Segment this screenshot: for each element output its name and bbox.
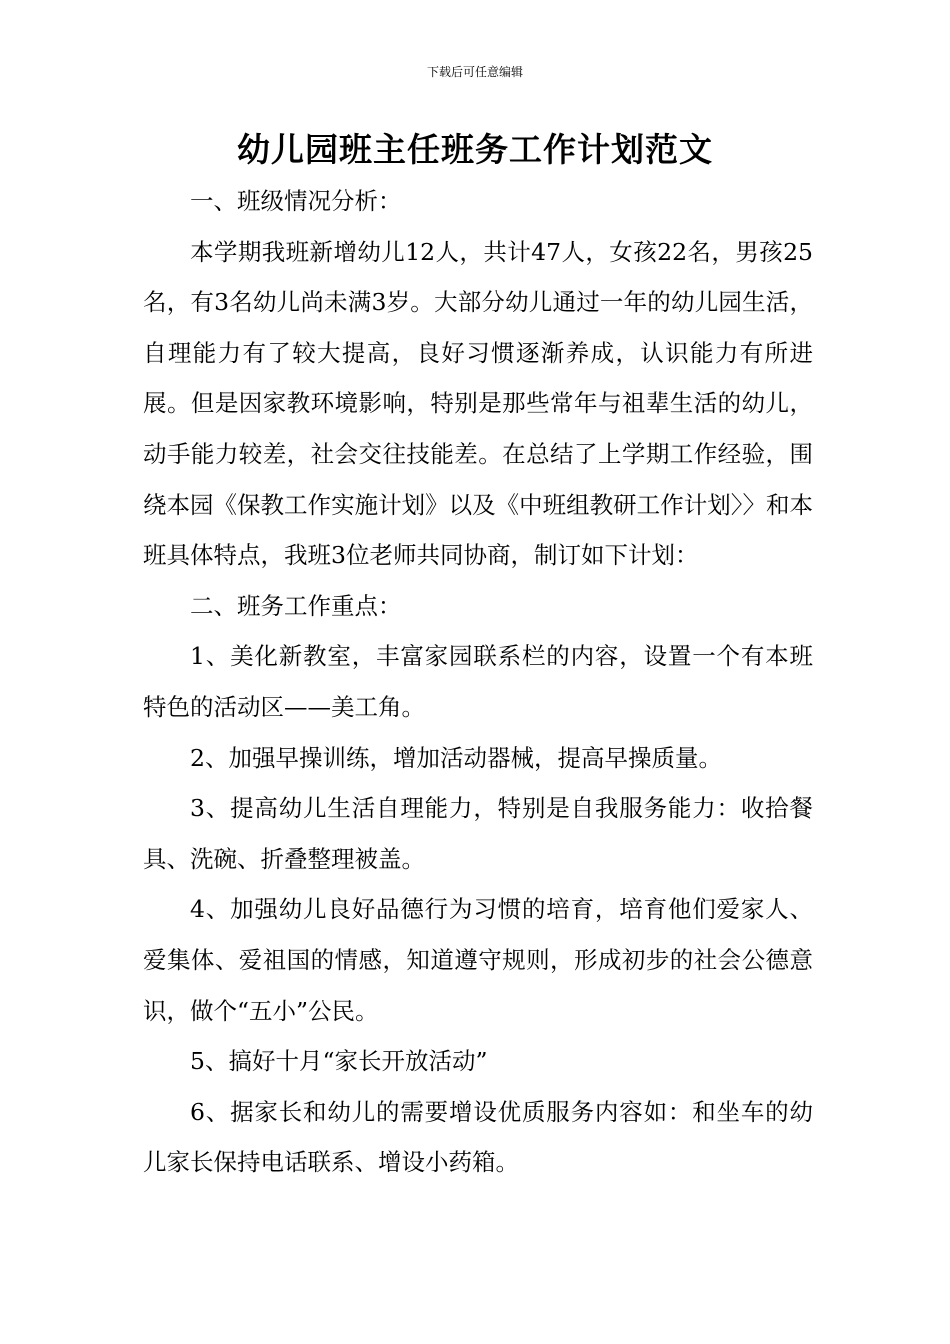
work-item-2: 2、加强早操训练，增加活动器械，提高早操质量。 [190,743,722,772]
document-title: 幼儿园班主任班务工作计划范文 [237,130,713,169]
section-heading-class-analysis: 一、班级情况分析： [190,187,402,215]
section-heading-work-focus: 二、班务工作重点： [190,591,402,620]
work-item-1: 1、美化新教室，丰富家园联系栏的内容，设置一个有本班特色的活动区——美工角。 [143,642,813,721]
class-analysis-paragraph: 本学期我班新增幼儿12人，共计47人，女孩22名，男孩25名，有3名幼儿尚未满3岁。大部分幼儿通过一年的幼儿园生活，自理能力有了较大提高，良好习惯逐渐养成，认识能力有所进展。但是因家教环境影响，特别是那些常年与祖辈生活的幼儿，动手能力较差，社会交往技能差。在总结了上学期工作经验，围绕本园《保教工作实施计划》以及《中班组教研工作计划〉〉和本班具体特点，我班3位老师共同协商，制订如下计划： [143,237,813,570]
work-item-5: 5、搞好十月“家长开放活动” [190,1047,488,1076]
work-item-6: 6、据家长和幼儿的需要增设优质服务内容如：和坐车的幼儿家长保持电话联系、增设小药箱。 [143,1097,813,1177]
work-item-4: 4、加强幼儿良好品德行为习惯的培育，培育他们爱家人、爱集体、爱祖国的情感，知道遵守规则，形成初步的社会公德意识，做个“五小”公民。 [143,895,813,1025]
work-item-3: 3、提高幼儿生活自理能力，特别是自我服务能力：收拾餐具、洗碗、折叠整理被盖。 [143,794,813,873]
download-note: 下载后可任意编辑 [426,65,523,79]
document-body [143,176,813,1188]
